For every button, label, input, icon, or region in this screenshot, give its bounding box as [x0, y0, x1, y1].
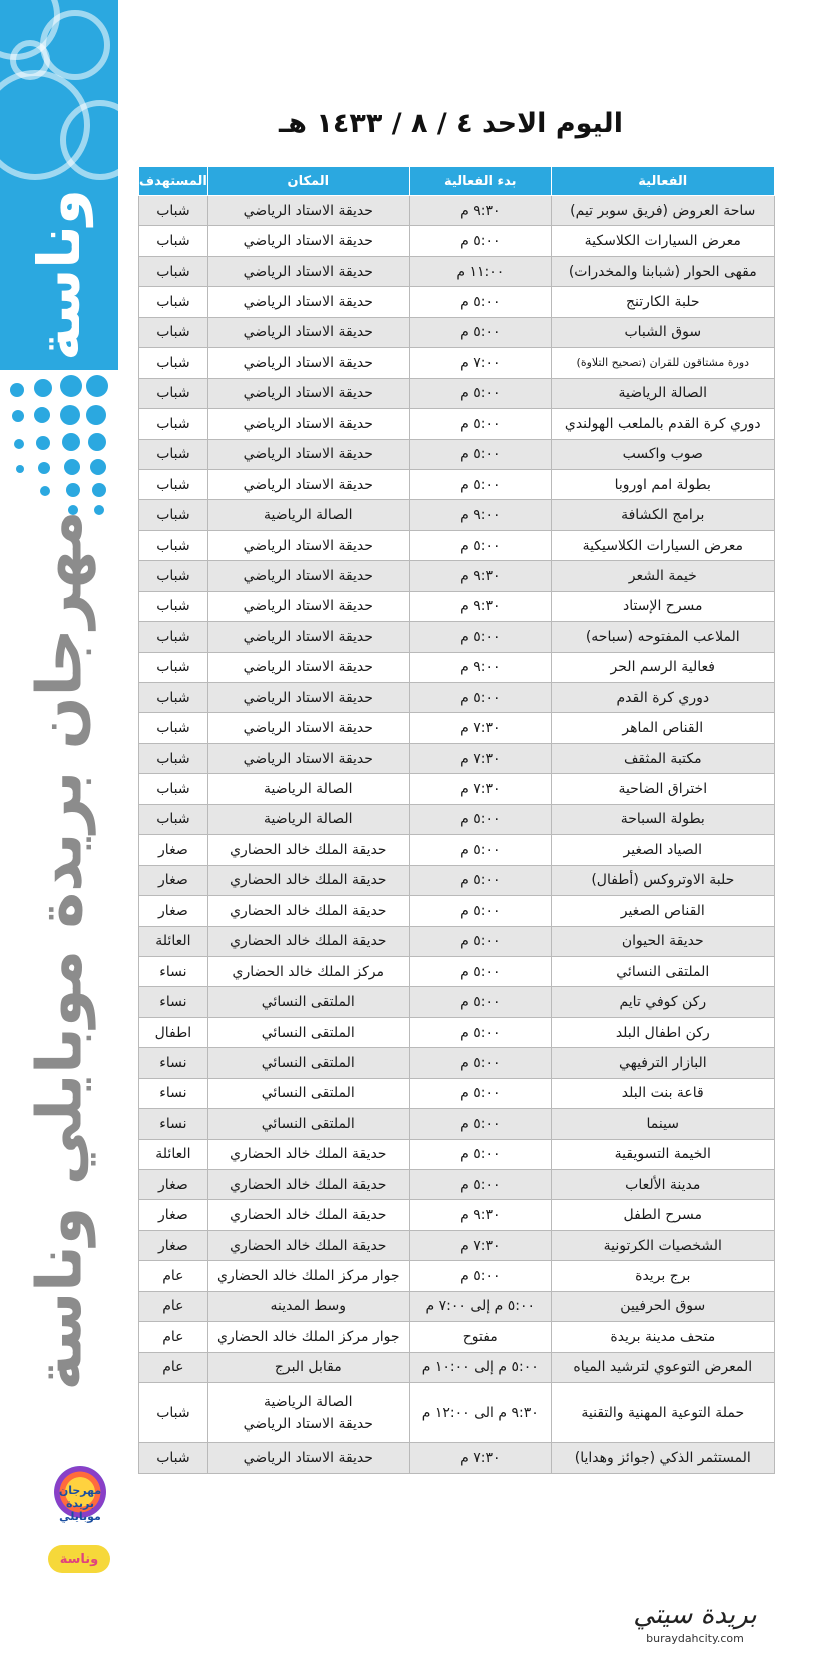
- cell-event: الخيمة التسويقية: [551, 1139, 774, 1169]
- cell-start: ٧:٣٠ م: [409, 713, 551, 743]
- cell-target: شباب: [139, 409, 208, 439]
- cell-place: حديقة الاستاد الرياضي: [207, 439, 409, 469]
- table-row: [139, 226, 775, 256]
- cell-place: حديقة الاستاد الرياضي: [207, 226, 409, 256]
- table-row: [139, 1078, 775, 1108]
- cell-event: الصالة الرياضية: [551, 378, 774, 408]
- cell-event: مدينة الألعاب: [551, 1170, 774, 1200]
- cell-event: الملاعب المفتوحه (سباحه): [551, 622, 774, 652]
- cell-start: ٥:٠٠ م: [409, 439, 551, 469]
- cell-start: ٧:٣٠ م: [409, 743, 551, 773]
- cell-place: حديقة الاستاد الرياضي: [207, 378, 409, 408]
- table-row: [139, 561, 775, 591]
- cell-event: دوري كرة القدم بالملعب الهولندي: [551, 409, 774, 439]
- table-row: [139, 1383, 775, 1443]
- cell-place: حديقة الملك خالد الحضاري: [207, 1139, 409, 1169]
- side-banner: [0, 0, 118, 1657]
- events-table: [138, 166, 775, 1474]
- table-row: [139, 1017, 775, 1047]
- cell-event: بطولة امم اوروبا: [551, 469, 774, 499]
- cell-place: حديقة الاستاد الرياضي: [207, 530, 409, 560]
- cell-target: صغار: [139, 1170, 208, 1200]
- cell-event: برامج الكشافة: [551, 500, 774, 530]
- table-row: [139, 804, 775, 834]
- cell-event: دوري كرة القدم: [551, 683, 774, 713]
- table-row: [139, 1170, 775, 1200]
- cell-target: العائلة: [139, 926, 208, 956]
- cell-target: عام: [139, 1261, 208, 1291]
- cell-start: ٥:٠٠ م: [409, 469, 551, 499]
- cell-start: ٥:٠٠ م: [409, 287, 551, 317]
- cell-place: الصالة الرياضية: [207, 774, 409, 804]
- table-row: [139, 683, 775, 713]
- table-row: [139, 1291, 775, 1321]
- table-header-row: [139, 167, 775, 196]
- cell-target: شباب: [139, 1443, 208, 1473]
- table-row: [139, 1048, 775, 1078]
- cell-target: شباب: [139, 683, 208, 713]
- cell-place: حديقة الاستاد الرياضي: [207, 256, 409, 286]
- cell-start: ٩:٣٠ م الى ١٢:٠٠ م: [409, 1383, 551, 1443]
- table-row: [139, 1443, 775, 1473]
- cell-place: حديقة الملك خالد الحضاري: [207, 1230, 409, 1260]
- cell-event: مقهى الحوار (شبابنا والمخدرات): [551, 256, 774, 286]
- cell-target: شباب: [139, 652, 208, 682]
- cell-start: ٥:٠٠ م: [409, 683, 551, 713]
- cell-target: شباب: [139, 530, 208, 560]
- table-row: [139, 1352, 775, 1382]
- table-row: [139, 622, 775, 652]
- cell-event: القناص الماهر: [551, 713, 774, 743]
- table-row: [139, 196, 775, 226]
- cell-event: فعالية الرسم الحر: [551, 652, 774, 682]
- cell-target: شباب: [139, 226, 208, 256]
- cell-start: ٩:٣٠ م: [409, 561, 551, 591]
- table-row: [139, 896, 775, 926]
- cell-target: نساء: [139, 1078, 208, 1108]
- cell-event: ركن كوفي تايم: [551, 987, 774, 1017]
- festival-vertical-text: مهرجان بريدة موبايلي وناسة: [22, 510, 96, 1390]
- cell-place: مركز الملك خالد الحضاري: [207, 956, 409, 986]
- cell-event: مسرح الإستاد: [551, 591, 774, 621]
- cell-event: سوق الحرفيين: [551, 1291, 774, 1321]
- cell-event: اختراق الضاحية: [551, 774, 774, 804]
- cell-start: ٥:٠٠ م: [409, 804, 551, 834]
- cell-target: عام: [139, 1352, 208, 1382]
- cell-place: حديقة الملك خالد الحضاري: [207, 1170, 409, 1200]
- cell-target: شباب: [139, 256, 208, 286]
- cell-place: حديقة الملك خالد الحضاري: [207, 896, 409, 926]
- cell-place: الملتقى النسائي: [207, 1048, 409, 1078]
- cell-target: شباب: [139, 743, 208, 773]
- cell-target: شباب: [139, 713, 208, 743]
- cell-target: شباب: [139, 348, 208, 378]
- cell-target: شباب: [139, 561, 208, 591]
- cell-start: ٥:٠٠ م: [409, 865, 551, 895]
- cell-target: شباب: [139, 439, 208, 469]
- cell-target: شباب: [139, 196, 208, 226]
- cell-target: شباب: [139, 378, 208, 408]
- cell-event: الشخصيات الكرتونية: [551, 1230, 774, 1260]
- cell-place: وسط المدينه: [207, 1291, 409, 1321]
- cell-event: الملتقى النسائي: [551, 956, 774, 986]
- cell-start: ٥:٠٠ م: [409, 1078, 551, 1108]
- cell-start: مفتوح: [409, 1322, 551, 1352]
- cell-start: ٧:٣٠ م: [409, 1230, 551, 1260]
- cell-event: المعرض التوعوي لترشيد المياه: [551, 1352, 774, 1382]
- cell-start: ٥:٠٠ م: [409, 926, 551, 956]
- cell-start: ٧:٣٠ م: [409, 1443, 551, 1473]
- cell-target: صغار: [139, 1200, 208, 1230]
- wanasa-logo: وناسة: [48, 1545, 110, 1573]
- cell-target: نساء: [139, 1109, 208, 1139]
- cell-event: المستثمر الذكي (جوائز وهدايا): [551, 1443, 774, 1473]
- cell-event: ساحة العروض (فريق سوبر تيم): [551, 196, 774, 226]
- table-row: [139, 1322, 775, 1352]
- cell-event: دورة مشتاقون للقران (تصحيح التلاوة): [551, 348, 774, 378]
- table-row: [139, 530, 775, 560]
- table-row: [139, 287, 775, 317]
- cell-start: ٩:٠٠ م: [409, 652, 551, 682]
- table-row: [139, 1139, 775, 1169]
- table-row: [139, 317, 775, 347]
- table-row: [139, 1200, 775, 1230]
- cell-event: مكتبة المثقف: [551, 743, 774, 773]
- cell-target: شباب: [139, 1383, 208, 1443]
- cell-start: ٥:٠٠ م: [409, 622, 551, 652]
- page-title: اليوم الاحد ٤ / ٨ / ١٤٣٣ هـ: [279, 108, 623, 139]
- header-place: المكان: [207, 167, 409, 196]
- site-logo: بريدة سيتي: [633, 1600, 757, 1630]
- cell-place: الملتقى النسائي: [207, 1109, 409, 1139]
- table-row: [139, 409, 775, 439]
- cell-place: حديقة الملك خالد الحضاري: [207, 926, 409, 956]
- cell-place: حديقة الاستاد الرياضي: [207, 561, 409, 591]
- cell-place: حديقة الملك خالد الحضاري: [207, 1200, 409, 1230]
- cell-place: الملتقى النسائي: [207, 1078, 409, 1108]
- cell-event: سوق الشباب: [551, 317, 774, 347]
- table-row: [139, 956, 775, 986]
- cell-event: معرض السيارات الكلاسكية: [551, 226, 774, 256]
- cell-event: سينما: [551, 1109, 774, 1139]
- table-row: [139, 439, 775, 469]
- cell-place: حديقة الملك خالد الحضاري: [207, 835, 409, 865]
- cell-event: معرض السيارات الكلاسيكية: [551, 530, 774, 560]
- cell-start: ٥:٠٠ م: [409, 896, 551, 926]
- cell-target: شباب: [139, 774, 208, 804]
- cell-event: قاعة بنت البلد: [551, 1078, 774, 1108]
- cell-event: ركن اطفال البلد: [551, 1017, 774, 1047]
- cell-event: متحف مدينة بريدة: [551, 1322, 774, 1352]
- cell-event: حلبة الكارتنج: [551, 287, 774, 317]
- cell-place: مقابل البرج: [207, 1352, 409, 1382]
- cell-place: حديقة الاستاد الرياضي: [207, 469, 409, 499]
- cell-place: حديقة الاستاد الرياضي: [207, 743, 409, 773]
- cell-target: شباب: [139, 469, 208, 499]
- table-row: [139, 1261, 775, 1291]
- cell-target: نساء: [139, 987, 208, 1017]
- cell-start: ١١:٠٠ م: [409, 256, 551, 286]
- table-row: [139, 865, 775, 895]
- table-row: [139, 591, 775, 621]
- cell-place: جوار مركز الملك خالد الحضاري: [207, 1261, 409, 1291]
- cell-target: صغار: [139, 835, 208, 865]
- cell-event: صوب واكسب: [551, 439, 774, 469]
- cell-target: صغار: [139, 896, 208, 926]
- cell-place: حديقة الاستاد الرياضي: [207, 287, 409, 317]
- cell-target: نساء: [139, 956, 208, 986]
- cell-start: ٥:٠٠ م: [409, 987, 551, 1017]
- cell-target: شباب: [139, 622, 208, 652]
- cell-start: ٩:٣٠ م: [409, 1200, 551, 1230]
- table-row: [139, 987, 775, 1017]
- cell-place: جوار مركز الملك خالد الحضاري: [207, 1322, 409, 1352]
- cell-start: ٥:٠٠ م: [409, 226, 551, 256]
- cell-start: ٥:٠٠ م: [409, 1139, 551, 1169]
- cell-start: ٥:٠٠ م: [409, 317, 551, 347]
- cell-place-line: الصالة الرياضية: [264, 1393, 353, 1410]
- table-row: [139, 774, 775, 804]
- table-row: [139, 378, 775, 408]
- cell-start: ٥:٠٠ م: [409, 835, 551, 865]
- cell-place-line: حديقة الاستاد الرياضي: [243, 1415, 373, 1432]
- cell-target: شباب: [139, 500, 208, 530]
- brand-vertical-text: وناسة: [25, 189, 94, 361]
- cell-start: ٥:٠٠ م: [409, 1017, 551, 1047]
- cell-place: حديقة الاستاد الرياضي: [207, 652, 409, 682]
- cell-event: حديقة الحيوان: [551, 926, 774, 956]
- cell-start: ٧:٠٠ م: [409, 348, 551, 378]
- cell-place: حديقة الاستاد الرياضي: [207, 683, 409, 713]
- cell-target: اطفال: [139, 1017, 208, 1047]
- cell-place: حديقة الاستاد الرياضي: [207, 1443, 409, 1473]
- cell-place: حديقة الاستاد الرياضي: [207, 196, 409, 226]
- table-row: [139, 835, 775, 865]
- cell-target: العائلة: [139, 1139, 208, 1169]
- table-row: [139, 926, 775, 956]
- cell-place: حديقة الاستاد الرياضي: [207, 622, 409, 652]
- table-row: [139, 469, 775, 499]
- header-target: المستهدف: [139, 167, 208, 196]
- cell-place: الصالة الرياضية: [207, 500, 409, 530]
- cell-target: شباب: [139, 317, 208, 347]
- table-row: [139, 500, 775, 530]
- cell-place: حديقة الاستاد الرياضي: [207, 713, 409, 743]
- cell-start: ٥:٠٠ م: [409, 956, 551, 986]
- cell-target: نساء: [139, 1048, 208, 1078]
- cell-event: بطولة السباحة: [551, 804, 774, 834]
- cell-place: حديقة الملك خالد الحضاري: [207, 865, 409, 895]
- cell-place: حديقة الاستاد الرياضي: [207, 591, 409, 621]
- cell-event: حملة التوعية المهنية والتقنية: [551, 1383, 774, 1443]
- cell-target: صغار: [139, 865, 208, 895]
- header-start: بدء الفعالية: [409, 167, 551, 196]
- cell-event: حلبة الاوتروكس (أطفال): [551, 865, 774, 895]
- cell-target: عام: [139, 1322, 208, 1352]
- cell-start: ٥:٠٠ م: [409, 1109, 551, 1139]
- cell-start: ٥:٠٠ م إلى ١٠:٠٠ م: [409, 1352, 551, 1382]
- cell-place: حديقة الاستاد الرياضي: [207, 317, 409, 347]
- festival-logo: مهرجان بريدة موبايلي: [44, 1460, 116, 1530]
- cell-place: الصالة الرياضية: [207, 804, 409, 834]
- table-row: [139, 256, 775, 286]
- cell-place: الملتقى النسائي: [207, 1017, 409, 1047]
- cell-start: ٥:٠٠ م: [409, 409, 551, 439]
- cell-start: ٥:٠٠ م: [409, 1048, 551, 1078]
- cell-start: ٩:٠٠ م: [409, 500, 551, 530]
- site-url: buraydahcity.com: [646, 1632, 744, 1645]
- cell-start: ٥:٠٠ م: [409, 378, 551, 408]
- cell-place: الملتقى النسائي: [207, 987, 409, 1017]
- cell-event: مسرح الطفل: [551, 1200, 774, 1230]
- cell-target: شباب: [139, 591, 208, 621]
- cell-place: حديقة الاستاد الرياضي: [207, 409, 409, 439]
- cell-target: صغار: [139, 1230, 208, 1260]
- cell-event: البازار الترفيهي: [551, 1048, 774, 1078]
- cell-start: ٩:٣٠ م: [409, 591, 551, 621]
- table-row: [139, 713, 775, 743]
- cell-event: القناص الصغير: [551, 896, 774, 926]
- table-row: [139, 652, 775, 682]
- cell-event: برج بريدة: [551, 1261, 774, 1291]
- table-row: [139, 1230, 775, 1260]
- cell-place: حديقة الاستاد الرياضي: [207, 348, 409, 378]
- cell-target: عام: [139, 1291, 208, 1321]
- cell-start: ٥:٠٠ م: [409, 1261, 551, 1291]
- header-event: الفعالية: [551, 167, 774, 196]
- table-row: [139, 348, 775, 378]
- table-row: [139, 743, 775, 773]
- cell-start: ٧:٣٠ م: [409, 774, 551, 804]
- cell-target: شباب: [139, 804, 208, 834]
- cell-place: [207, 1383, 409, 1443]
- cell-start: ٥:٠٠ م: [409, 530, 551, 560]
- table-row: [139, 1109, 775, 1139]
- cell-start: ٥:٠٠ م إلى ٧:٠٠ م: [409, 1291, 551, 1321]
- cell-start: ٥:٠٠ م: [409, 1170, 551, 1200]
- cell-event: الصياد الصغير: [551, 835, 774, 865]
- cell-event: خيمة الشعر: [551, 561, 774, 591]
- cell-target: شباب: [139, 287, 208, 317]
- cell-start: ٩:٣٠ م: [409, 196, 551, 226]
